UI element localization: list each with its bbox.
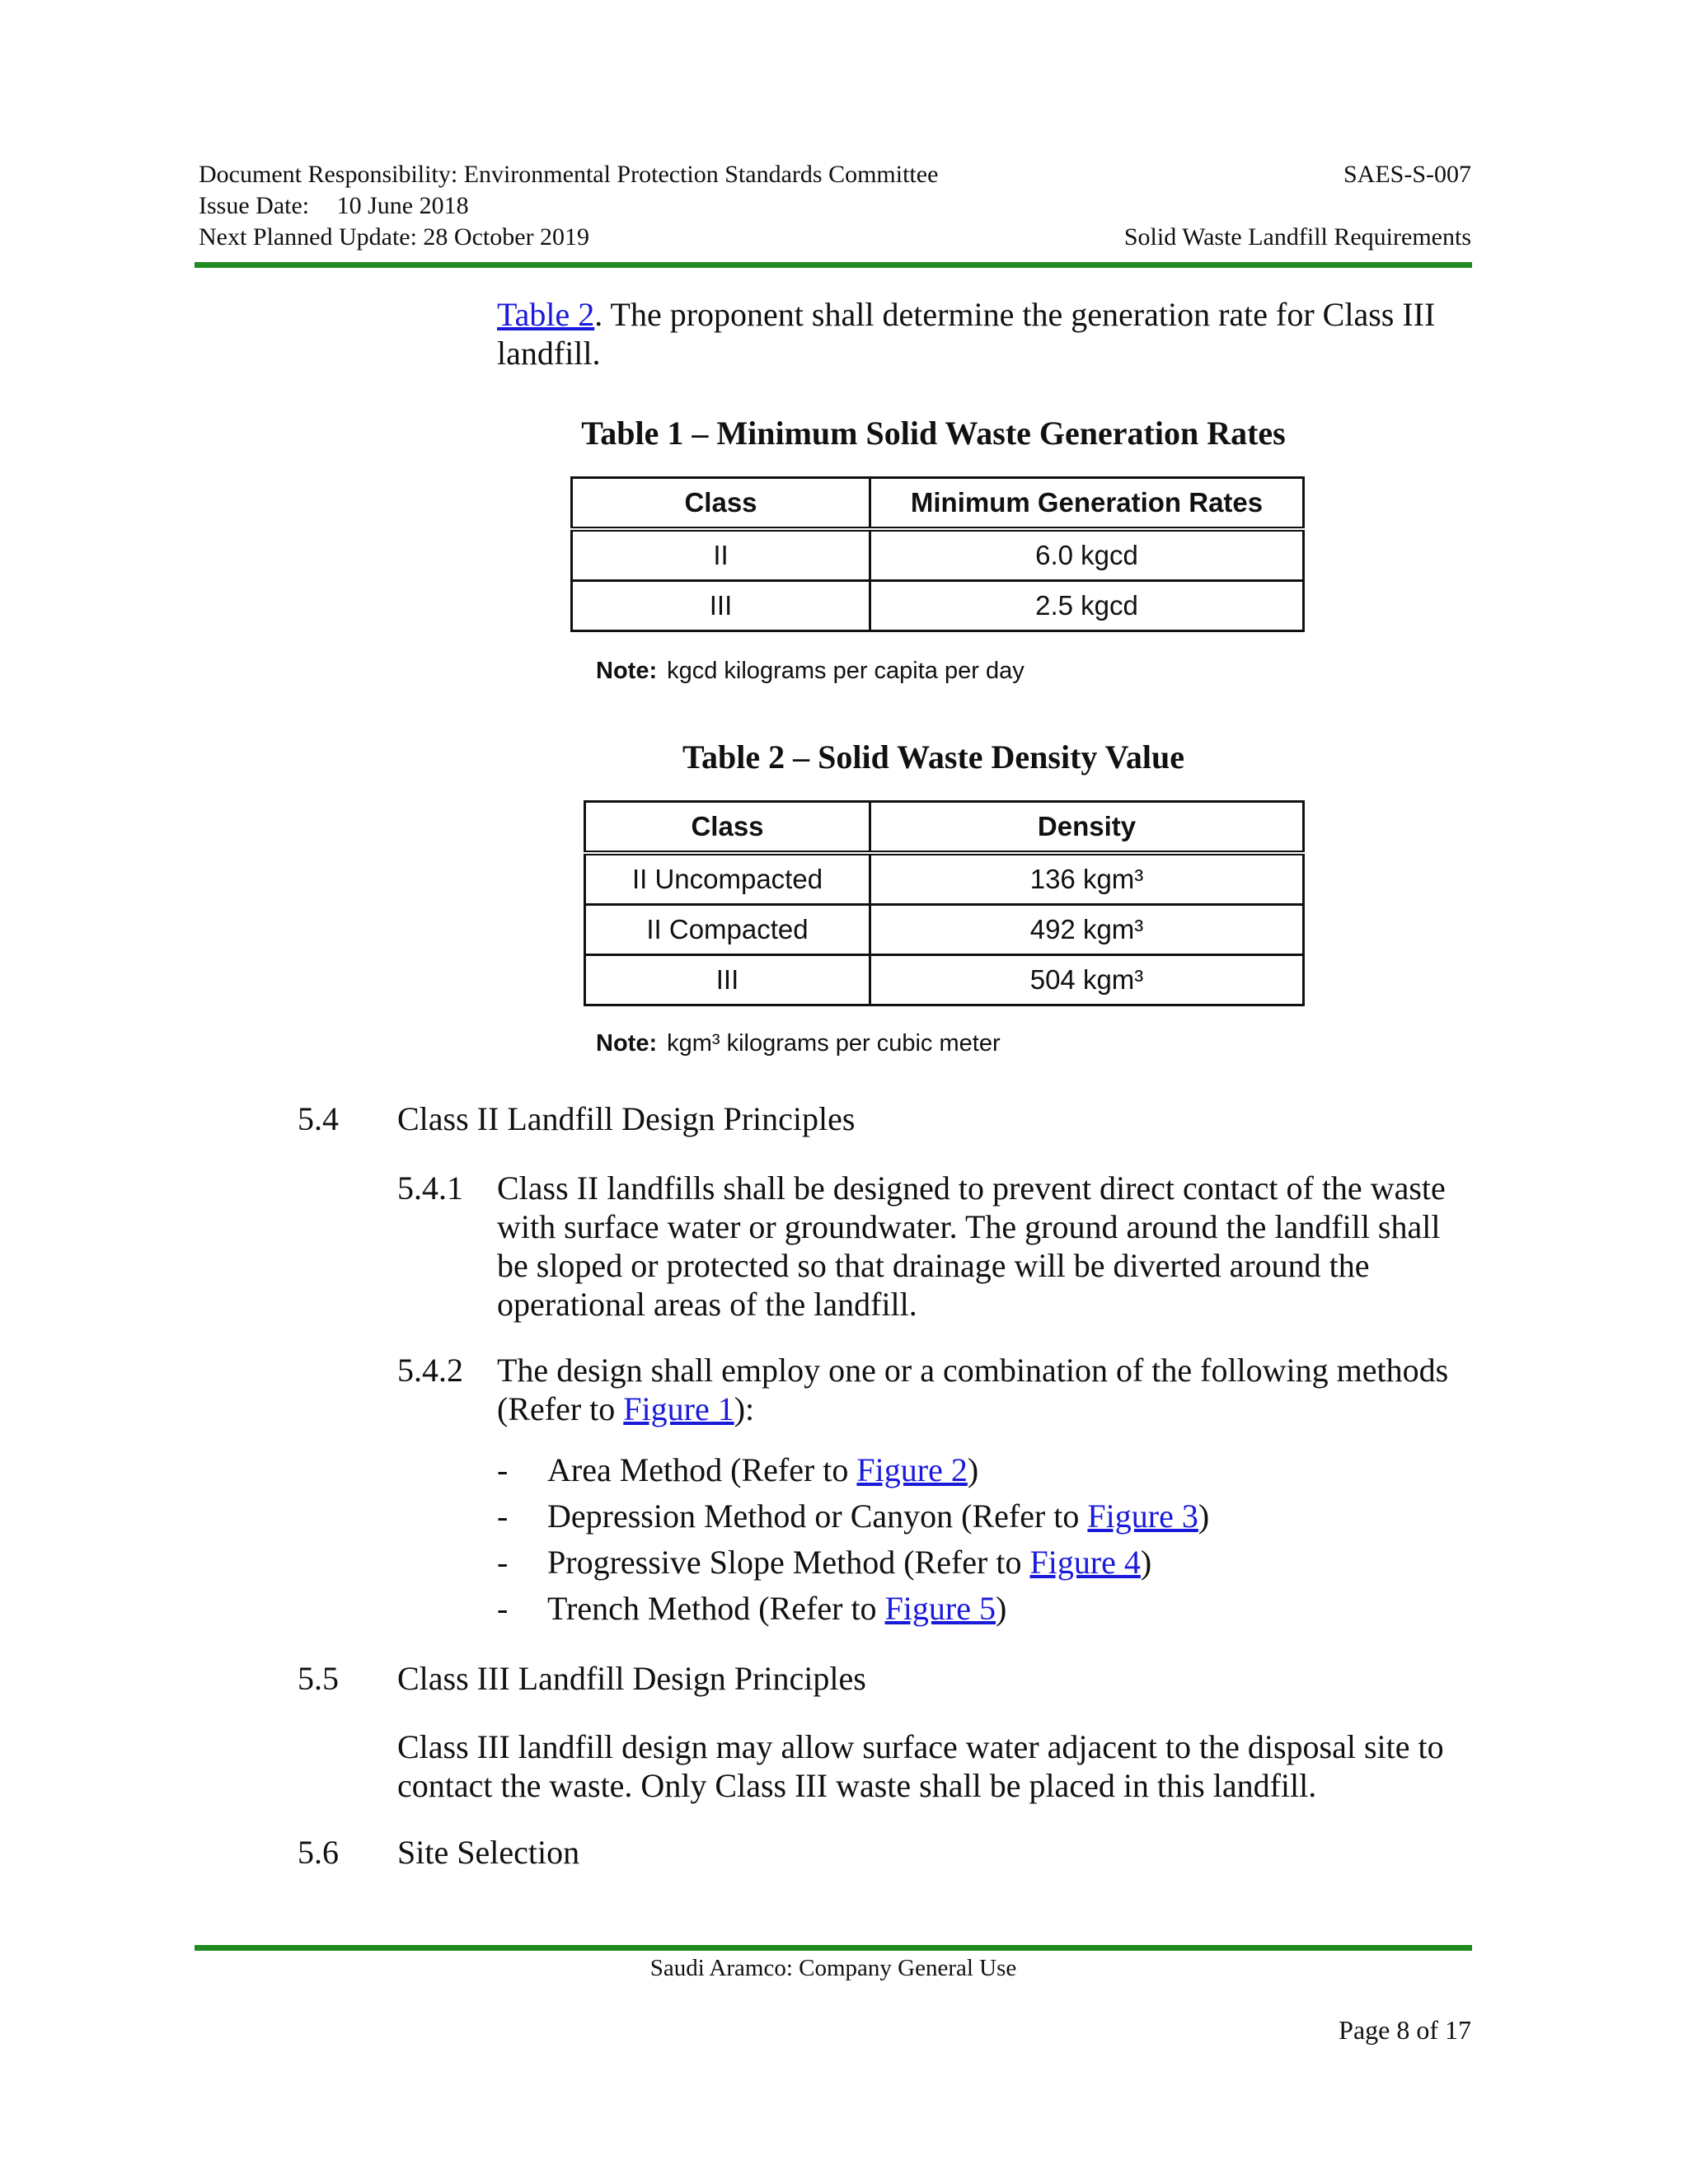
bullet-dash: - xyxy=(497,1590,509,1627)
table-cell-class: III xyxy=(572,581,870,631)
list-item xyxy=(497,1493,1209,1540)
table-header-class: Class xyxy=(572,478,870,530)
bullet-text: Progressive Slope Method (Refer to xyxy=(547,1544,1030,1581)
bullet-dash: - xyxy=(497,1497,509,1535)
para-line: Class II landfills shall be designed to prevent direct contact of the waste xyxy=(497,1169,1446,1207)
header-doc-id: SAES-S-007 xyxy=(1343,161,1471,188)
table-1-caption: Table 1 – Minimum Solid Waste Generation Rates xyxy=(581,415,1286,452)
section-5-5-number: 5.5 xyxy=(298,1660,339,1697)
intro-text-1: . The proponent shall determine the generation rate for Class III xyxy=(594,296,1436,333)
figure-3-link[interactable]: Figure 3 xyxy=(1087,1497,1198,1535)
table-1-note xyxy=(596,658,1025,685)
footer-rule xyxy=(195,1945,1472,1951)
method-list xyxy=(497,1447,1209,1632)
figure-1-link[interactable]: Figure 1 xyxy=(623,1390,734,1427)
section-5-5-paragraph xyxy=(397,1727,1444,1805)
para-5-4-2-number: 5.4.2 xyxy=(397,1352,463,1389)
table-cell-class: III xyxy=(585,955,870,1005)
issue-date-label: Issue Date: xyxy=(199,192,310,219)
table-2-caption: Table 2 – Solid Waste Density Value xyxy=(682,738,1185,776)
table-header-density: Density xyxy=(870,802,1304,854)
table-header-min-rates: Minimum Generation Rates xyxy=(870,478,1304,530)
intro-line-1 xyxy=(497,295,1486,334)
table-cell-class: II xyxy=(572,529,870,581)
bullet-text: Trench Method (Refer to xyxy=(547,1590,885,1627)
refer-text: (Refer to xyxy=(497,1390,624,1427)
para-5-4-2 xyxy=(497,1351,1448,1428)
table-row xyxy=(585,955,1304,1005)
list-item xyxy=(497,1540,1209,1586)
para-line: contact the waste. Only Class III waste shall be placed in this landfill. xyxy=(397,1767,1317,1804)
table-row xyxy=(585,853,1304,905)
header-next-update: Next Planned Update: 28 October 2019 xyxy=(199,223,590,251)
table-row xyxy=(572,581,1304,631)
header-responsibility: Document Responsibility: Environmental Protection Standards Committee xyxy=(199,161,939,188)
section-5-5-title: Class III Landfill Design Principles xyxy=(397,1660,866,1697)
para-line: The design shall employ one or a combination of the following methods xyxy=(497,1352,1449,1389)
table-row xyxy=(585,905,1304,955)
section-5-4-number: 5.4 xyxy=(298,1100,339,1137)
issue-date-value: 10 June 2018 xyxy=(336,192,469,219)
header-rule xyxy=(195,262,1472,268)
bullet-dash: - xyxy=(497,1544,509,1581)
table-row xyxy=(572,529,1304,581)
bullet-close: ) xyxy=(1140,1544,1152,1581)
para-line: Class III landfill design may allow surface water adjacent to the disposal site to xyxy=(397,1728,1444,1765)
list-item xyxy=(497,1586,1209,1632)
para-5-4-1 xyxy=(497,1169,1446,1324)
para-line: be sloped or protected so that drainage will be diverted around the xyxy=(497,1247,1370,1284)
figure-2-link[interactable]: Figure 2 xyxy=(856,1451,968,1488)
intro-paragraph xyxy=(497,295,1486,373)
table-cell-density: 136 kgm³ xyxy=(870,853,1304,905)
bullet-close: ) xyxy=(996,1590,1007,1627)
para-5-4-1-number: 5.4.1 xyxy=(397,1169,463,1207)
table-cell-class: II Compacted xyxy=(585,905,870,955)
table-cell-density: 504 kgm³ xyxy=(870,955,1304,1005)
bullet-close: ) xyxy=(967,1451,979,1488)
para-line: with surface water or groundwater. The ground around the landfill shall xyxy=(497,1208,1441,1245)
bullet-text: Depression Method or Canyon (Refer to xyxy=(547,1497,1088,1535)
table-2 xyxy=(584,800,1305,1006)
table-header-class: Class xyxy=(585,802,870,854)
note-text: kgm³ kilograms per cubic meter xyxy=(667,1030,1001,1057)
header-doc-title: Solid Waste Landfill Requirements xyxy=(1123,223,1471,251)
note-label: Note: xyxy=(596,1030,658,1057)
bullet-dash: - xyxy=(497,1451,509,1488)
note-label: Note: xyxy=(596,658,658,684)
header-issue-date-row xyxy=(199,190,469,222)
footer-classification: Saudi Aramco: Company General Use xyxy=(649,1955,1017,1981)
figure-5-link[interactable]: Figure 5 xyxy=(884,1590,996,1627)
figure-4-link[interactable]: Figure 4 xyxy=(1029,1544,1141,1581)
section-5-6-title: Site Selection xyxy=(397,1834,580,1871)
table-2-link[interactable]: Table 2 xyxy=(497,296,595,333)
table-2-note xyxy=(596,1030,1001,1057)
refer-close: ): xyxy=(734,1390,755,1427)
para-line: operational areas of the landfill. xyxy=(497,1286,917,1323)
table-cell-rate: 2.5 kgcd xyxy=(870,581,1304,631)
table-cell-rate: 6.0 kgcd xyxy=(870,529,1304,581)
intro-line-2: landfill. xyxy=(497,335,601,372)
list-item xyxy=(497,1447,1209,1493)
para-line xyxy=(497,1390,1448,1428)
bullet-close: ) xyxy=(1198,1497,1210,1535)
table-1 xyxy=(570,476,1305,632)
note-text: kgcd kilograms per capita per day xyxy=(667,658,1025,684)
bullet-text: Area Method (Refer to xyxy=(547,1451,857,1488)
table-cell-class: II Uncompacted xyxy=(585,853,870,905)
section-5-6-number: 5.6 xyxy=(298,1834,339,1871)
page-number: Page 8 of 17 xyxy=(1339,2015,1471,2045)
table-cell-density: 492 kgm³ xyxy=(870,905,1304,955)
section-5-4-title: Class II Landfill Design Principles xyxy=(397,1100,856,1137)
table-header-row xyxy=(572,478,1304,530)
table-header-row xyxy=(585,802,1304,854)
